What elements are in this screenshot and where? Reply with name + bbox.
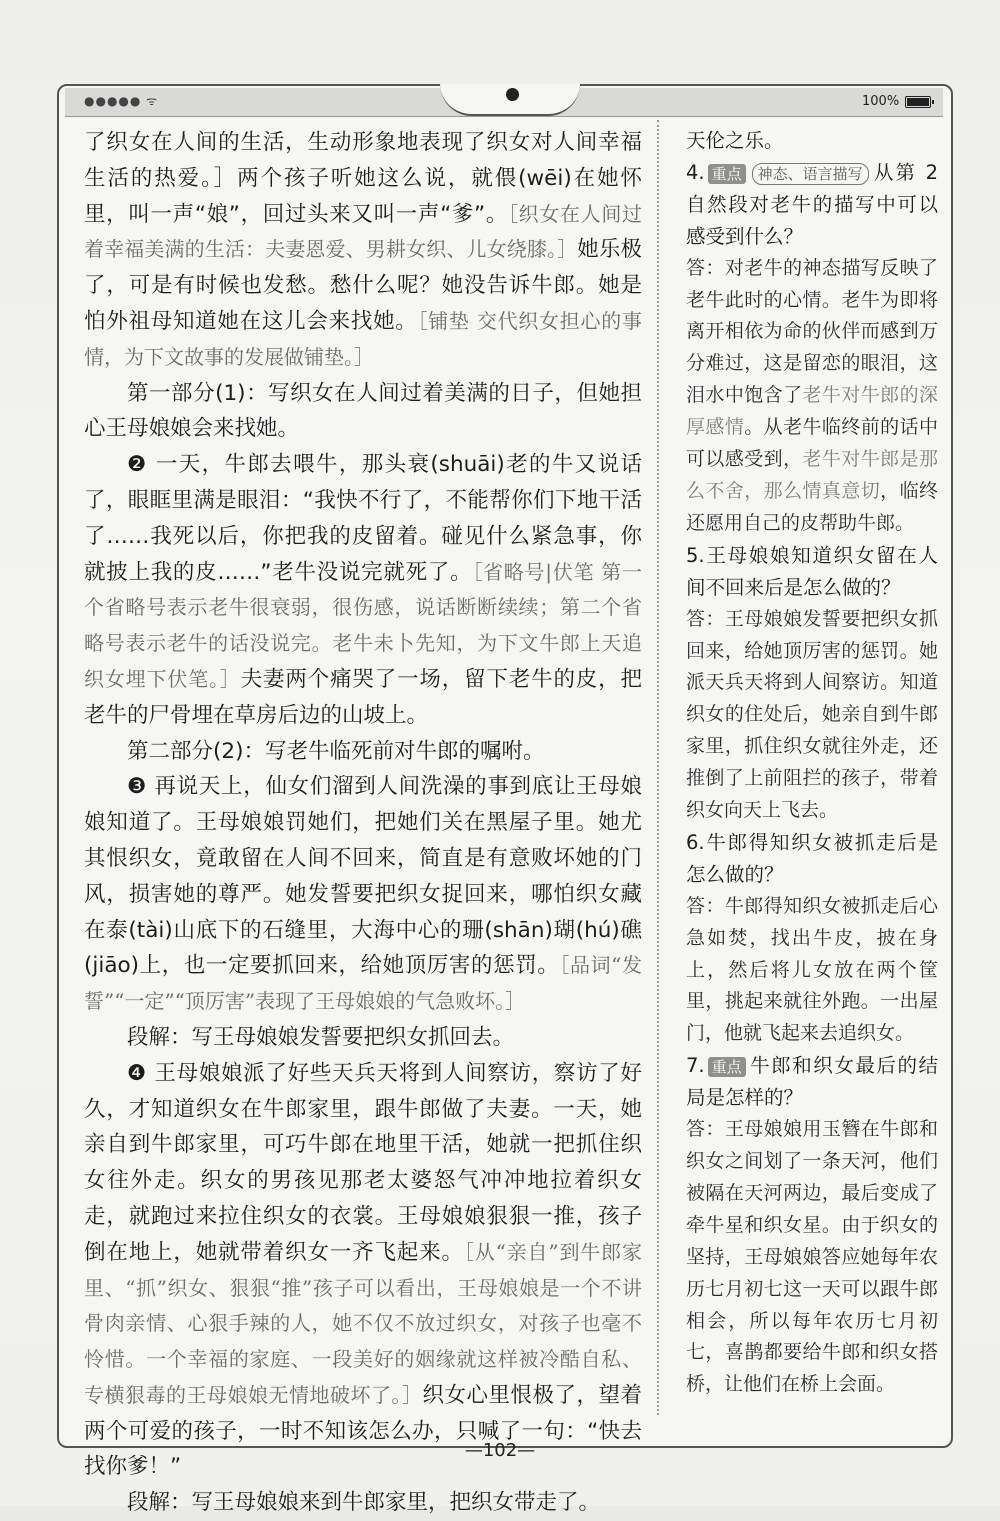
main-text-column — [84, 125, 642, 1521]
question-5: 5.王母娘娘知道织女留在人间不回来后是怎么做的？ — [686, 543, 938, 599]
paragraph-text: 她乐极了，可是有时候也发愁。愁什么呢？她没告诉牛郎。她是怕外祖母知道她在这儿会来找她。 — [84, 237, 642, 334]
paragraph-text: 了织女在人间的生活，生动形象地表现了织女对人间幸福生活的热爱。］两个孩子听她这么说，就偎(wēi)在她怀里，叫一声“娘”，回过头来又叫一声“爹”。 — [84, 130, 642, 227]
question-text: 从第 2 自然段对老牛的描写中可以感受到什么？ — [686, 160, 938, 248]
section-summary-3: 段解：写王母娘娘发誓要把织女抓回去。 — [127, 1024, 515, 1050]
annotation: ［省略号|伏笔 第一个省略号表示老牛很衰弱，很伤感，说话断断续续；第二个省略号表示老牛的话没说完。老牛未卜先知，为下文牛郎上天追织女埋下伏笔。］ — [84, 559, 642, 691]
paragraph-text: 织女心里恨极了，望着两个可爱的孩子，一时不知该怎么办，只喊了一句：“快去找你爹！” — [84, 1382, 642, 1480]
paragraph-1 — [84, 125, 642, 376]
answer-6: 答：牛郎得知织女被抓走后心急如焚，找出牛皮，披在身上，然后将儿女放在两个筐里，挑起来就往外跑。一出屋门，他就飞起来去追织女。 — [686, 894, 938, 1045]
answer-highlight: 老牛对牛郎是那么不舍，那么情真意切 — [686, 448, 938, 502]
paragraph-text: ❸ 再说天上，仙女们溜到人间洗澡的事到底让王母娘娘知道了。王母娘娘罚她们，把她们关在黑屋子里。她尤其恨织女，竟敢留在人间不回来，简直是有意败坏她的门风，损害她的尊严。她发誓要把织女捉回来，哪怕织女藏在泰(tài)山底下的石缝里，大海中心的珊(shān)瑚(hú)礁(jiāo)上，也一定要抓回来，给她顶厉害的惩罚。 — [84, 774, 642, 979]
paragraph-text: ❷ 一天，牛郎去喂牛，那头衰(shuāi)老的牛又说话了，眼眶里满是眼泪：“我快不行了，不能帮你们下地干活了……我死以后，你把我的皮留着。碰见什么紧急事，你就披上我的皮……”老牛没说完就死了。 — [84, 452, 642, 585]
answer-highlight: 老牛对牛郎的深厚感情 — [686, 384, 938, 439]
question-number: 4. — [686, 160, 705, 184]
answer-4 — [686, 253, 938, 540]
annotation: ［品词“发誓”“一定”“顶厉害”表现了王母娘娘的气急败坏。］ — [84, 953, 642, 1014]
signal-wifi-icon: ●●●●● ᯤ — [84, 94, 159, 108]
column-divider — [657, 120, 659, 1415]
answer-5: 答：王母娘娘发誓要把织女抓回来，给她顶厉害的惩罚。她派天兵天将到人间察访。知道织女的住处后，她亲自到牛郎家里，抓住织女就往外走，还推倒了上前阻拦的孩子，带着织女向天上飞去。 — [686, 607, 938, 822]
paragraph-text: 夫妻两个痛哭了一场，留下老牛的皮，把老牛的尸骨埋在草房后边的山坡上。 — [84, 666, 642, 728]
paragraph-3 — [84, 769, 642, 1020]
question-6: 6.牛郎得知织女被抓走后是怎么做的？ — [686, 830, 938, 886]
answer-text: ，临终还愿用自己的皮帮助牛郎。 — [686, 479, 938, 534]
battery-icon — [905, 96, 931, 108]
answer-text: 。从老牛临终前的话中可以感受到， — [686, 416, 938, 471]
section-summary-2: 第二部分(2)：写老牛临死前对牛郎的嘱咐。 — [127, 738, 545, 764]
page-number: —102— — [464, 1440, 536, 1461]
key-point-badge: 重点 — [708, 164, 746, 184]
question-4 — [686, 157, 938, 253]
paragraph-text: ❹ 王母娘娘派了好些天兵天将到人间察访，察访了好久，才知道织女在牛郎家里，跟牛郎做了夫妻。一天，她亲自到牛郎家里，可巧牛郎在地里干活，她就一把抓住织女往外走。织女的男孩见那老太婆怒气冲冲地拉着织女走，就跑过来拉住织女的衣裳。王母娘娘狠狠一推，孩子倒在地上，她就带着织女一齐飞起来。 — [84, 1060, 642, 1265]
topic-tag: 神态、语言描写 — [752, 163, 869, 185]
question-text: 牛郎和织女最后的结局是怎样的？ — [686, 1054, 938, 1110]
annotation: ［铺垫 交代织女担心的事情，为下文故事的发展做铺垫。］ — [84, 308, 642, 369]
question-7 — [686, 1050, 938, 1114]
annotation: ［织女在人间过着幸福美满的生活：夫妻恩爱、男耕女织、儿女绕膝。］ — [84, 201, 643, 262]
section-summary-4: 段解：写王母娘娘来到牛郎家里，把织女带走了。 — [127, 1490, 601, 1516]
question-number: 7. — [686, 1054, 705, 1078]
camera-icon — [506, 88, 519, 101]
answer-7: 答：王母娘娘用玉簪在牛郎和织女之间划了一条天河，他们被隔在天河两边，最后变成了牵牛星和织女星。由于织女的坚持，王母娘娘答应她每年农历七月初七这一天可以跟牛郎相会，所以每年农历七月初七，喜鹊都要给牛郎和织女搭桥，让他们在桥上会面。 — [686, 1118, 938, 1396]
annotation: ［从“亲自”到牛郎家里、“抓”织女、狠狠“推”孩子可以看出，王母娘娘是一个不讲骨肉亲情、心狠手辣的人，她不仅不放过织女，对孩子也毫不怜惜。一个幸福的家庭、一段美好的姻缘就这样被冷酷自私、专横狠毒的王母娘娘无情地破坏了。］ — [84, 1239, 642, 1407]
paragraph-2 — [84, 447, 642, 733]
battery-indicator — [862, 94, 931, 109]
section-summary-1: 第一部分(1)：写织女在人间过着美满的日子，但她担心王母娘娘会来找她。 — [84, 380, 642, 442]
continued-text: 天伦之乐。 — [686, 129, 784, 152]
paragraph-4 — [84, 1056, 642, 1486]
question-column — [686, 125, 938, 1401]
answer-text: 答：对老牛的神态描写反映了老牛此时的心情。老牛为即将离开相依为命的伙伴而感到万分难过，这是留恋的眼泪，这泪水中饱含了 — [686, 256, 938, 407]
key-point-badge: 重点 — [708, 1057, 746, 1077]
battery-percent: 100% — [862, 94, 900, 109]
